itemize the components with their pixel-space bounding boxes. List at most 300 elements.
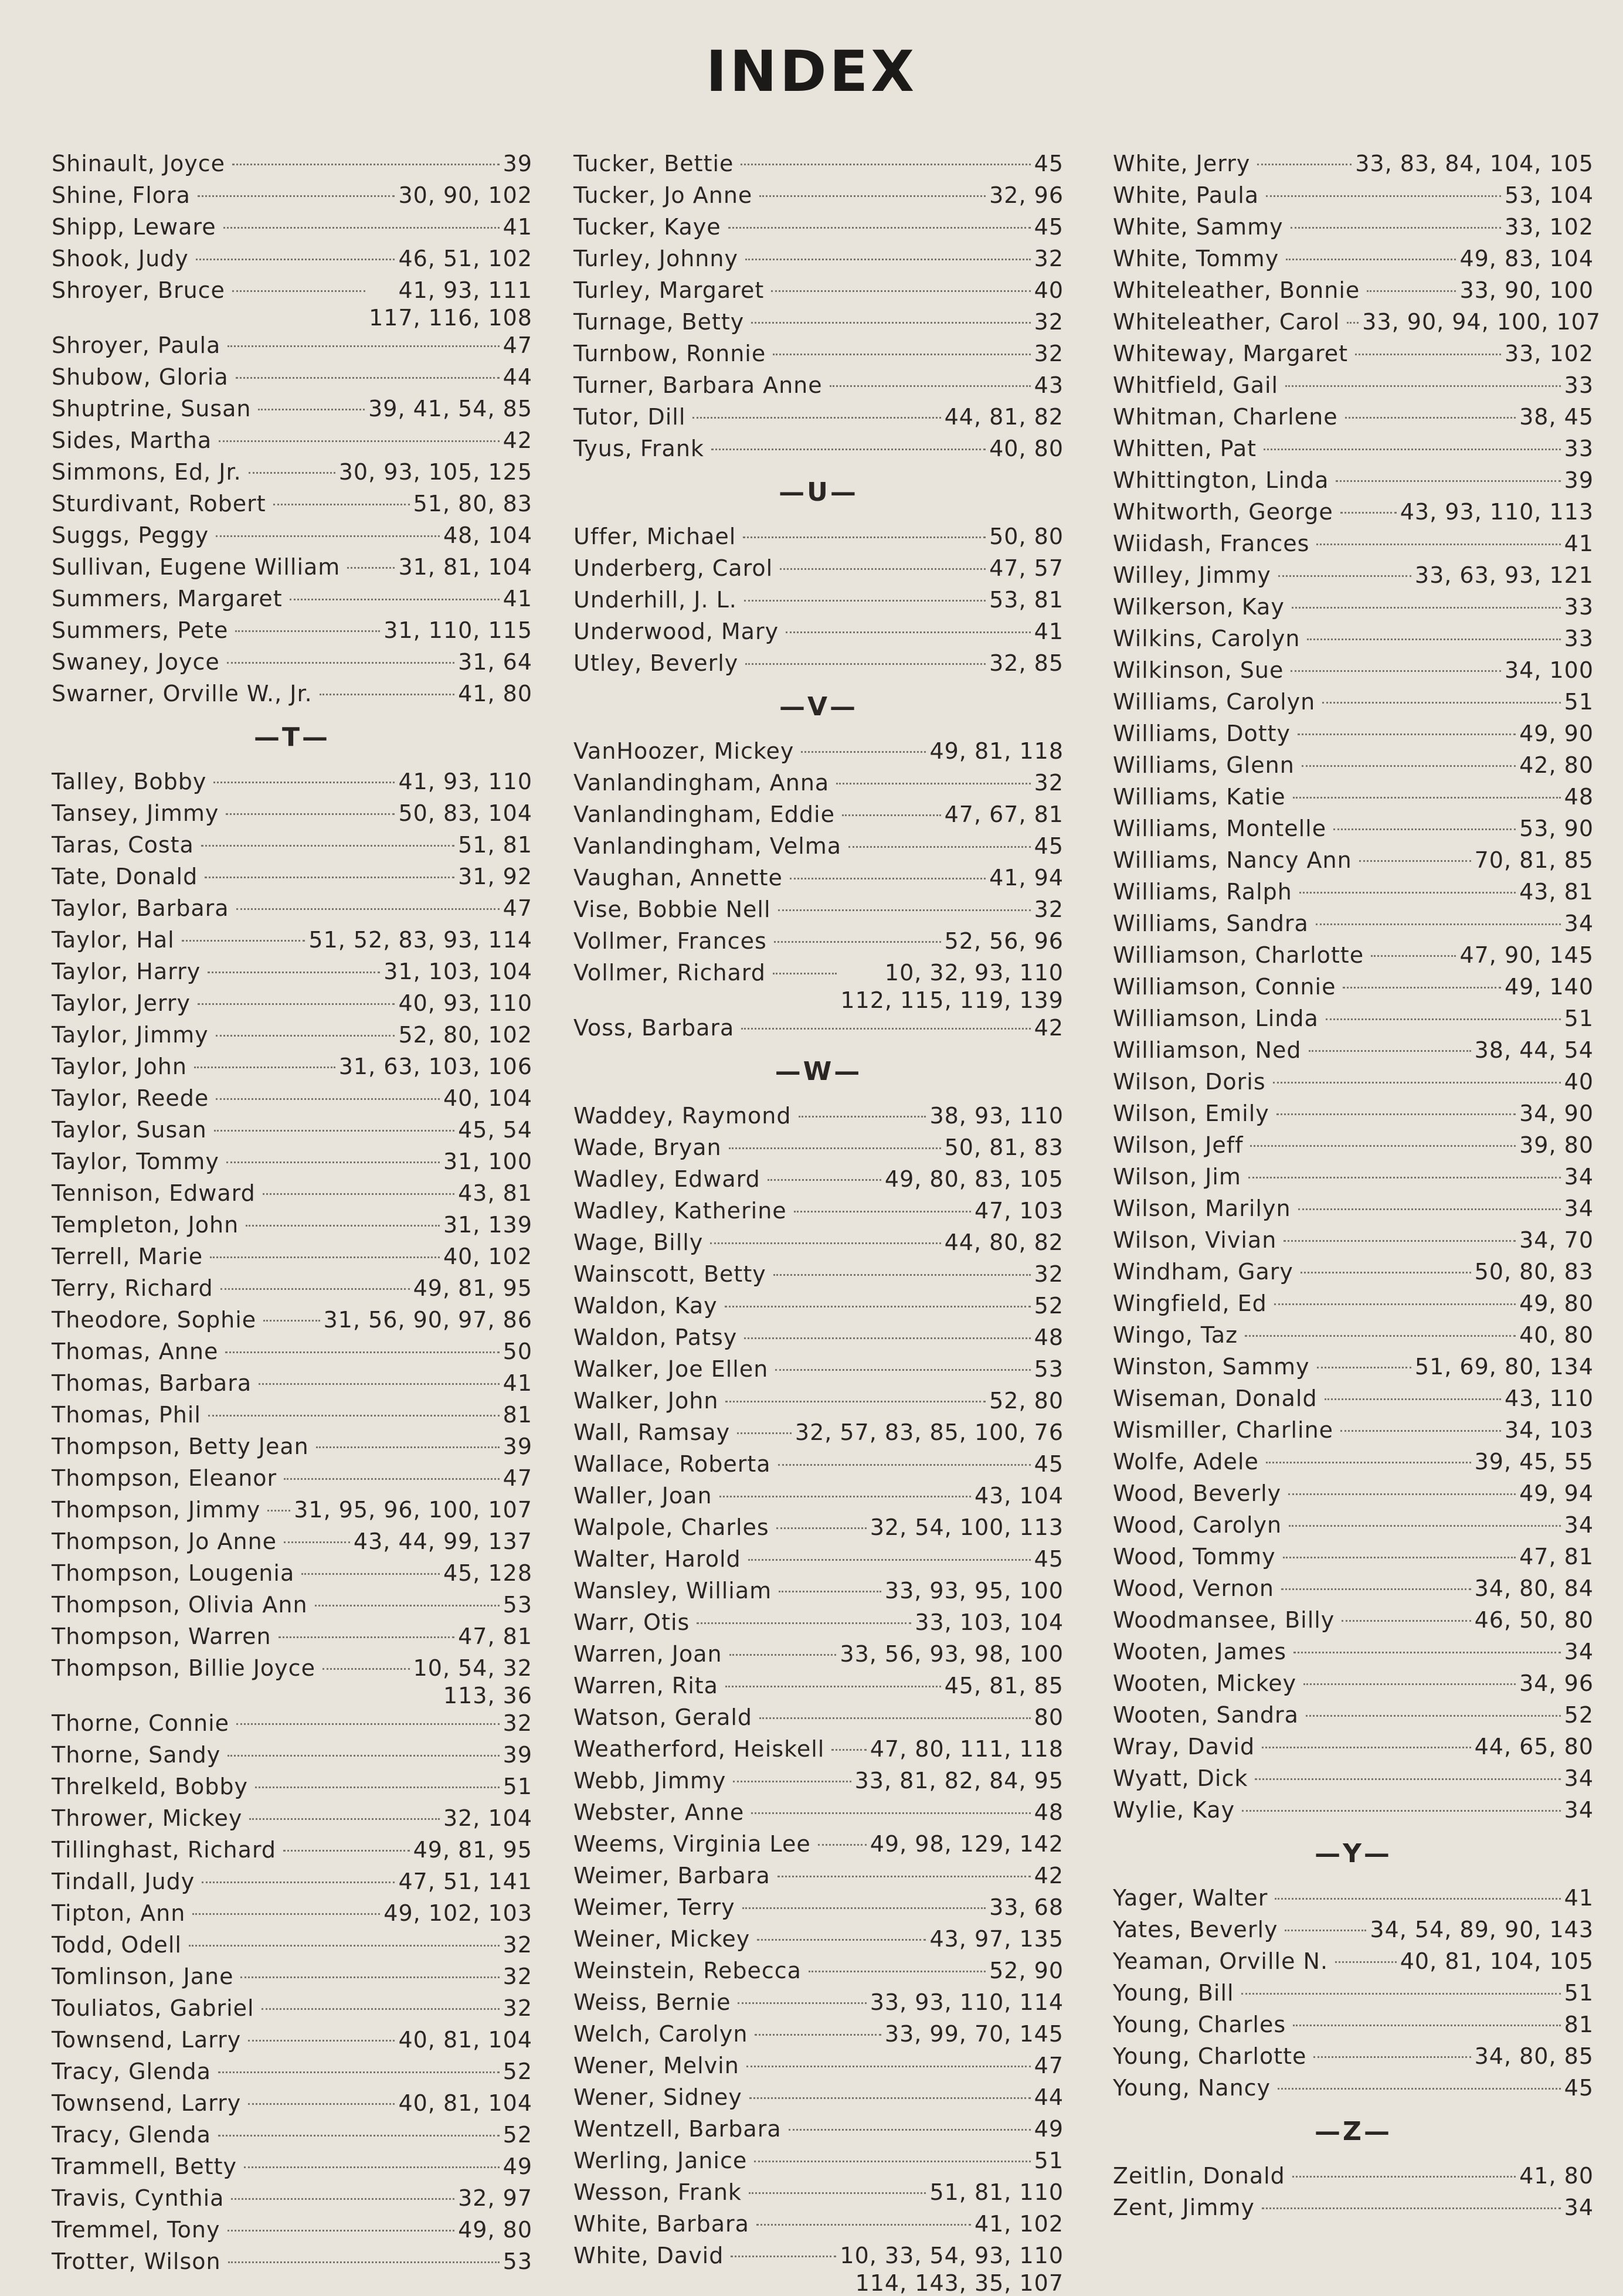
entry-pages-line: 43, 93, 110, 113	[1400, 499, 1594, 525]
entry-pages-line: 47	[502, 895, 532, 921]
index-entry	[573, 1796, 1064, 1828]
entry-pages	[398, 987, 532, 1019]
entry-pages	[1519, 1667, 1594, 1699]
index-entry	[1113, 1351, 1594, 1383]
entry-name: Thorne, Sandy	[52, 1742, 221, 1768]
entry-pages-line: 45	[1564, 2075, 1594, 2101]
index-entry	[52, 1834, 532, 1866]
index-entry	[573, 1606, 1064, 1638]
index-entry	[1113, 749, 1594, 781]
index-entry	[573, 1227, 1064, 1258]
entry-name: Turnage, Betty	[573, 309, 745, 335]
entry-pages-line: 43, 104	[974, 1483, 1064, 1509]
entry-pages	[294, 1494, 532, 1526]
entry-name: Tindall, Judy	[52, 1869, 195, 1894]
index-entry	[1113, 243, 1594, 274]
entry-pages	[383, 1897, 532, 1929]
entry-pages	[1564, 1699, 1594, 1731]
index-entry	[1113, 401, 1594, 433]
index-entry	[1113, 464, 1594, 496]
entry-pages-line: 45, 81, 85	[944, 1673, 1064, 1699]
entry-pages	[975, 1195, 1064, 1227]
entry-name: Townsend, Larry	[52, 2090, 242, 2116]
entry-pages-line: 43	[1034, 372, 1064, 398]
entry-name: Vanlandingham, Velma	[573, 833, 842, 859]
entry-pages-line: 33	[1564, 436, 1594, 461]
dot-leader	[208, 972, 380, 973]
entry-name: Taylor, Tommy	[52, 1149, 219, 1174]
entry-name: Williams, Katie	[1113, 784, 1286, 810]
entry-pages-line: 53, 90	[1519, 816, 1594, 841]
dot-leader	[267, 1510, 290, 1512]
entry-name: Williams, Nancy Ann	[1113, 847, 1352, 873]
entry-pages	[503, 424, 532, 456]
dot-leader	[773, 1274, 1031, 1276]
index-entry	[1113, 1256, 1594, 1288]
entry-pages-line: 32	[502, 1710, 532, 1736]
entry-pages-line: 50, 80	[989, 524, 1064, 549]
entry-name: Wesson, Frank	[573, 2179, 742, 2205]
entry-pages-line: 43, 110	[1504, 1385, 1594, 1411]
dot-leader	[228, 1755, 499, 1757]
entry-name: Williamson, Ned	[1113, 1037, 1302, 1063]
entry-name: Waldon, Patsy	[573, 1324, 738, 1350]
entry-name: VanHoozer, Mickey	[573, 738, 794, 764]
entry-pages-line: 49, 81, 118	[929, 738, 1064, 764]
entry-pages-line: 31, 81, 104	[398, 554, 532, 580]
dot-leader	[1255, 1778, 1560, 1780]
entry-pages	[1415, 559, 1594, 591]
entry-name: Terry, Richard	[52, 1275, 213, 1301]
entry-name: Yager, Walter	[1113, 1885, 1268, 1911]
dot-leader	[226, 813, 395, 815]
entry-pages	[1519, 813, 1594, 844]
entry-name: Todd, Odell	[52, 1932, 182, 1958]
dot-leader	[1264, 449, 1561, 450]
dot-leader	[219, 440, 500, 442]
dot-leader	[1298, 1208, 1561, 1210]
entry-pages-line: 33, 90, 100	[1459, 277, 1594, 303]
index-entry	[1113, 1977, 1594, 2009]
entry-name: Warr, Otis	[573, 1609, 690, 1635]
index-entry	[573, 767, 1064, 799]
index-entry	[573, 925, 1064, 957]
entry-pages-line: 50, 80, 83	[1474, 1259, 1594, 1285]
dot-leader	[1340, 1430, 1501, 1432]
entry-name: Walpole, Charles	[573, 1514, 769, 1540]
entry-pages	[1034, 338, 1064, 369]
entry-name: Waldon, Kay	[573, 1293, 718, 1319]
index-entry	[52, 1336, 532, 1367]
index-entry	[52, 956, 532, 987]
entry-name: Underwood, Mary	[573, 619, 779, 644]
entry-pages-line: 33, 81, 82, 84, 95	[854, 1768, 1064, 1794]
index-entry	[573, 862, 1064, 894]
dot-leader	[799, 1116, 926, 1118]
entry-pages-line: 34, 80, 84	[1474, 1575, 1594, 1601]
entry-pages-line: 34, 54, 89, 90, 143	[1370, 1917, 1594, 1942]
index-entry	[573, 1575, 1064, 1606]
entry-name: Welch, Carolyn	[573, 2021, 748, 2047]
dot-leader	[196, 259, 395, 260]
entry-pages-line: 40, 104	[443, 1085, 532, 1111]
index-entry	[1113, 274, 1594, 306]
entry-pages	[1505, 971, 1594, 1003]
entry-name: Wismiller, Charline	[1113, 1417, 1334, 1443]
entry-pages	[1519, 1478, 1594, 1509]
entry-pages	[1564, 2072, 1594, 2104]
index-entry	[573, 1638, 1064, 1670]
section-letter-heading: —V—	[779, 692, 858, 722]
entry-pages-line: 49, 94	[1519, 1480, 1594, 1506]
entry-name: Thrower, Mickey	[52, 1805, 243, 1831]
dot-leader	[205, 877, 454, 878]
entry-pages-line: 49, 81, 95	[413, 1837, 532, 1863]
entry-pages	[1564, 369, 1594, 401]
entry-pages	[503, 1336, 532, 1367]
dot-leader	[1345, 417, 1516, 419]
entry-name: Thompson, Lougenia	[52, 1560, 295, 1586]
entry-pages	[870, 1986, 1064, 2018]
dot-leader	[710, 1242, 940, 1244]
dot-leader	[697, 1622, 911, 1624]
dot-leader	[279, 1636, 455, 1638]
entry-pages-line: 44	[502, 364, 532, 390]
entry-pages-line: 44	[1034, 2084, 1064, 2110]
dot-leader	[725, 1401, 986, 1402]
dot-leader	[1285, 385, 1561, 387]
dot-leader	[1347, 322, 1359, 324]
dot-leader	[725, 1306, 1031, 1307]
entry-name: Wooten, Sandra	[1113, 1702, 1299, 1728]
entry-name: Zent, Jimmy	[1113, 2195, 1255, 2220]
dot-leader	[771, 290, 1030, 292]
entry-pages	[1564, 1003, 1594, 1034]
entry-pages-line: 34	[1564, 1765, 1594, 1791]
entry-name: Thompson, Eleanor	[52, 1465, 277, 1491]
index-entry	[52, 456, 532, 488]
entry-name: Yates, Beverly	[1113, 1917, 1278, 1942]
dot-leader	[284, 1541, 350, 1543]
entry-pages	[324, 1304, 532, 1336]
entry-pages-line: 48	[1034, 1324, 1064, 1350]
entry-pages-line: 52, 80, 102	[398, 1022, 532, 1048]
entry-name: Wall, Ramsay	[573, 1419, 731, 1445]
dot-leader	[728, 227, 1031, 229]
entry-pages-line: 51	[502, 1774, 532, 1799]
index-entry	[52, 243, 532, 274]
entry-pages	[1034, 1290, 1064, 1322]
entry-pages-line: 49, 80	[1519, 1290, 1594, 1316]
index-entry	[1113, 1636, 1594, 1667]
entry-pages-line: 53	[502, 2249, 532, 2274]
entry-pages	[1034, 211, 1064, 243]
index-entry	[573, 243, 1064, 274]
entry-name: Shook, Judy	[52, 246, 189, 271]
entry-pages	[1519, 718, 1594, 749]
entry-pages	[929, 1923, 1064, 1955]
index-entry	[52, 1399, 532, 1431]
entry-pages-line: 47, 81	[458, 1623, 532, 1649]
dot-leader	[213, 782, 395, 783]
entry-pages-line: 34	[1564, 2195, 1594, 2220]
entry-name: Whiteleather, Bonnie	[1113, 277, 1360, 303]
entry-name: Wolfe, Adele	[1113, 1449, 1259, 1475]
entry-name: Weimer, Barbara	[573, 1863, 770, 1889]
entry-pages-line: 44, 81, 82	[944, 404, 1064, 430]
dot-leader	[1355, 354, 1501, 355]
entry-name: Williamson, Connie	[1113, 974, 1336, 1000]
entry-pages	[1034, 306, 1064, 338]
entry-pages-line: 32, 97	[458, 2185, 532, 2211]
entry-pages	[503, 2246, 532, 2277]
entry-pages	[1519, 2160, 1594, 2192]
entry-pages	[975, 2208, 1064, 2240]
entry-pages	[398, 243, 532, 274]
entry-pages-line: 32	[502, 1995, 532, 2021]
entry-pages	[1475, 1446, 1594, 1478]
index-entry	[573, 1670, 1064, 1701]
entry-name: Shroyer, Bruce	[52, 277, 225, 303]
entry-pages	[885, 1575, 1064, 1606]
entry-pages-line: 33, 103, 104	[915, 1609, 1064, 1635]
entry-name: Werling, Janice	[573, 2148, 748, 2173]
dot-leader	[259, 1383, 500, 1385]
dot-leader	[1326, 1018, 1561, 1020]
dot-leader	[1245, 1335, 1516, 1337]
dot-leader	[1286, 259, 1456, 260]
entry-pages	[1519, 1288, 1594, 1319]
entry-pages	[458, 1177, 532, 1209]
index-entry	[1113, 1945, 1594, 1977]
index-entry	[52, 797, 532, 829]
dot-leader	[779, 1591, 881, 1592]
entry-pages	[1564, 1762, 1594, 1794]
entry-pages-line: 48	[1564, 784, 1594, 810]
index-entry	[52, 2056, 532, 2087]
entry-pages	[458, 646, 532, 678]
dot-leader	[801, 751, 926, 753]
dot-leader	[1266, 1462, 1471, 1463]
entry-pages-line: 31, 56, 90, 97, 86	[323, 1307, 532, 1333]
index-entry	[52, 1557, 532, 1589]
entry-pages	[1564, 591, 1594, 623]
entry-pages	[1564, 1977, 1594, 2009]
dot-leader	[748, 1559, 1031, 1561]
index-entry	[1113, 1446, 1594, 1478]
index-entry	[573, 1322, 1064, 1353]
entry-pages-line: 38, 93, 110	[929, 1103, 1064, 1129]
dot-leader	[743, 536, 986, 538]
entry-name: Swarner, Orville W., Jr.	[52, 681, 313, 707]
entry-pages-line: 39	[1564, 467, 1594, 493]
entry-pages	[503, 361, 532, 393]
entry-name: Young, Charlotte	[1113, 2043, 1307, 2069]
entry-pages-line: 32, 104	[443, 1805, 532, 1831]
entry-pages-line: 46, 50, 80	[1474, 1607, 1594, 1633]
entry-pages-line: 32	[1034, 341, 1064, 366]
index-entry	[52, 1739, 532, 1771]
entry-pages-line: 41	[502, 586, 532, 612]
entry-pages-line: 40, 102	[443, 1244, 532, 1269]
entry-pages-line: 32	[1034, 770, 1064, 796]
entry-pages	[1034, 616, 1064, 647]
entry-pages-line: 51	[1564, 1006, 1594, 1031]
dot-leader	[1291, 670, 1501, 672]
dot-leader	[774, 941, 941, 943]
index-entry	[573, 2050, 1064, 2081]
entry-pages-line: 52	[502, 2122, 532, 2148]
index-entry	[52, 1146, 532, 1177]
entry-name: Wilkins, Carolyn	[1113, 626, 1301, 651]
entry-pages	[354, 1526, 532, 1557]
dot-leader	[1333, 828, 1516, 830]
entry-pages-line: 33, 90, 94, 100, 107	[1362, 309, 1601, 335]
dot-leader	[725, 1686, 941, 1687]
entry-pages	[840, 957, 1064, 1012]
entry-pages	[369, 274, 532, 330]
dot-leader	[248, 2103, 395, 2105]
entry-pages-line: 30, 93, 105, 125	[338, 459, 532, 485]
entry-pages-line: 49, 98, 129, 142	[870, 1831, 1064, 1857]
entry-name: Taylor, Reede	[52, 1085, 209, 1111]
entry-name: Wadley, Edward	[573, 1166, 760, 1192]
entry-pages	[503, 2151, 532, 2182]
index-entry	[1113, 1731, 1594, 1762]
entry-name: Turner, Barbara Anne	[573, 372, 823, 398]
index-entry	[1113, 2192, 1594, 2223]
entry-pages	[1034, 830, 1064, 862]
entry-pages-line: 47, 67, 81	[944, 801, 1064, 827]
index-entry	[52, 2246, 532, 2277]
dot-leader	[246, 1225, 440, 1227]
index-entry	[52, 2024, 532, 2056]
entry-pages	[1475, 1604, 1594, 1636]
dot-leader	[226, 1161, 440, 1163]
dot-leader	[1276, 1113, 1516, 1115]
dot-leader	[737, 1432, 792, 1434]
dot-leader	[1248, 1177, 1561, 1178]
entry-pages	[1475, 1034, 1594, 1066]
dot-leader	[757, 1939, 926, 1941]
index-entry	[1113, 338, 1594, 369]
dot-leader	[1262, 2207, 1561, 2209]
entry-pages	[503, 1589, 532, 1621]
entry-pages-line: 47, 80, 111, 118	[870, 1736, 1064, 1762]
index-entry	[1113, 844, 1594, 876]
index-entry	[52, 1621, 532, 1652]
index-entry	[1113, 559, 1594, 591]
entry-pages-line: 43, 44, 99, 137	[353, 1529, 532, 1554]
entry-pages-line: 80	[1034, 1704, 1064, 1730]
entry-pages-continued: 112, 115, 119, 139	[840, 987, 1064, 1013]
entry-name: Watson, Gerald	[573, 1704, 753, 1730]
dot-leader	[347, 567, 395, 569]
entry-name: Wood, Tommy	[1113, 1544, 1276, 1570]
index-entry	[52, 1431, 532, 1462]
entry-pages	[885, 2018, 1064, 2050]
entry-pages	[1519, 1129, 1594, 1161]
entry-pages-line: 32	[502, 1932, 532, 1958]
index-entry	[573, 179, 1064, 211]
entry-pages	[1459, 939, 1594, 971]
index-entry	[52, 1589, 532, 1621]
entry-name: Wilkerson, Kay	[1113, 594, 1285, 620]
dot-leader	[818, 1844, 867, 1846]
entry-pages-line: 49, 80, 83, 105	[884, 1166, 1064, 1192]
entry-name: Thompson, Jimmy	[52, 1497, 261, 1523]
index-entry	[1113, 908, 1594, 939]
entry-name: Wingo, Taz	[1113, 1322, 1238, 1348]
entry-pages-line: 51	[1564, 689, 1594, 715]
index-entry	[1113, 1541, 1594, 1572]
dot-leader	[789, 2129, 1031, 2131]
entry-pages	[989, 862, 1064, 894]
entry-pages	[503, 211, 532, 243]
dot-leader	[759, 1717, 1031, 1719]
index-entry	[573, 616, 1064, 647]
entry-name: Webb, Jimmy	[573, 1768, 726, 1794]
index-entry	[573, 433, 1064, 464]
entry-pages-line: 45, 54	[458, 1117, 532, 1143]
index-entry	[1113, 1699, 1594, 1731]
entry-pages-line: 33, 102	[1504, 341, 1594, 366]
index-entry	[52, 614, 532, 646]
dot-leader	[232, 164, 500, 165]
entry-pages	[1362, 306, 1601, 338]
index-entry	[52, 1367, 532, 1399]
dot-leader	[776, 1527, 867, 1529]
entry-pages-line: 39, 45, 55	[1474, 1449, 1594, 1475]
index-entry	[573, 338, 1064, 369]
index-entry	[573, 1891, 1064, 1923]
entry-name: Whitworth, George	[1113, 499, 1333, 525]
entry-pages-line: 52	[1034, 1293, 1064, 1319]
dot-leader	[729, 1654, 837, 1656]
entry-name: Warren, Joan	[573, 1641, 722, 1667]
entry-pages-line: 45	[1034, 833, 1064, 859]
entry-name: Tucker, Bettie	[573, 151, 734, 176]
index-entry	[573, 1448, 1064, 1480]
entry-name: Wilkinson, Sue	[1113, 657, 1284, 683]
index-entry	[1113, 306, 1601, 338]
entry-name: Sturdivant, Robert	[52, 491, 266, 517]
index-entry	[1113, 1129, 1594, 1161]
entry-name: Tutor, Dill	[573, 404, 686, 430]
entry-pages-line: 53, 104	[1504, 182, 1594, 208]
index-entry	[573, 2113, 1064, 2145]
entry-pages	[1034, 369, 1064, 401]
index-entry	[52, 924, 532, 956]
dot-leader	[719, 1496, 971, 1497]
index-entry	[52, 1961, 532, 1992]
entry-pages	[458, 2182, 532, 2214]
index-entry	[1113, 1478, 1594, 1509]
entry-pages	[1505, 1414, 1594, 1446]
index-entry	[1113, 813, 1594, 844]
entry-name: Tucker, Kaye	[573, 214, 721, 240]
entry-pages	[1034, 1701, 1064, 1733]
dot-leader	[262, 2008, 500, 2010]
dot-leader	[746, 2066, 1031, 2067]
entry-name: Wilson, Jeff	[1113, 1132, 1244, 1158]
dot-leader	[182, 940, 305, 942]
dot-leader	[1303, 1683, 1516, 1685]
entry-pages-line: 41	[1564, 1885, 1594, 1911]
dot-leader	[842, 814, 941, 816]
index-entry	[52, 1272, 532, 1304]
entry-pages-line: 41	[1034, 619, 1064, 644]
